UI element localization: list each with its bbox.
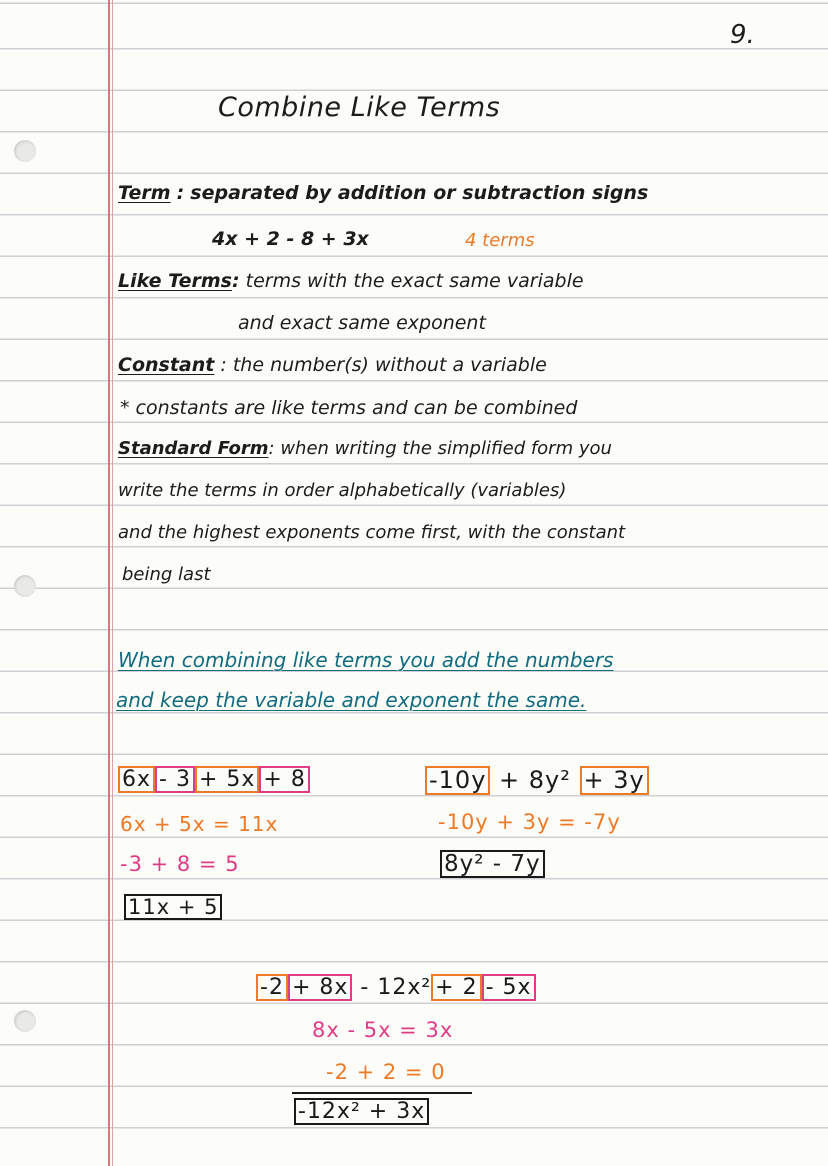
page-number: 9. (730, 20, 755, 50)
example-2-expression (425, 766, 649, 795)
example-1-step-1: 6x + 5x = 11x (120, 812, 279, 836)
example-2-term: -10y (425, 766, 490, 795)
example-1-answer (124, 894, 222, 920)
constant-label: Constant (118, 354, 215, 376)
example-1-step-2: -3 + 8 = 5 (120, 852, 240, 876)
rule-line-2: and keep the variable and exponent the same. (116, 688, 587, 712)
example-3-answer-box: -12x² + 3x (294, 1098, 429, 1125)
binder-hole (14, 575, 36, 597)
margin-line (108, 0, 110, 1166)
example-2-answer-box: 8y² - 7y (440, 850, 545, 878)
example-3-term: - 12x² (360, 975, 432, 1000)
example-3-term: + 2 (431, 974, 481, 1001)
standard-form-text-1: when writing the simplified form you (280, 438, 612, 459)
standard-form-colon: : (268, 438, 275, 459)
standard-form-label: Standard Form (118, 438, 269, 459)
example-2-answer (440, 850, 545, 878)
answer-divider-line (292, 1092, 472, 1094)
term-example: 4x + 2 - 8 + 3x (212, 228, 369, 250)
rule-line-1: When combining like terms you add the numbers (118, 648, 614, 672)
term-colon: : (176, 182, 185, 204)
binder-hole (14, 140, 36, 162)
example-2-term: + 8y² (499, 766, 571, 794)
example-1-term: + 5x (195, 766, 259, 793)
example-1-term: 6x (118, 766, 155, 793)
example-1-term: - 3 (155, 766, 195, 793)
example-3-term: -2 (256, 974, 288, 1001)
term-definition (118, 182, 648, 204)
like-terms-label: Like Terms (118, 270, 232, 292)
constant-text: the number(s) without a variable (232, 354, 547, 376)
example-3-term: - 5x (482, 974, 536, 1001)
standard-form-definition (118, 438, 612, 459)
example-1-expression (118, 766, 310, 793)
example-1-term: + 8 (259, 766, 309, 793)
term-label: Term (118, 182, 171, 204)
example-2-term: + 3y (580, 766, 649, 795)
margin-line-inner (112, 0, 113, 1166)
like-terms-colon: : (231, 270, 240, 292)
standard-form-text-3: and the highest exponents come first, with the constant (118, 522, 626, 543)
like-terms-definition (118, 270, 584, 292)
term-count: 4 terms (465, 230, 535, 251)
example-3-answer (294, 1098, 429, 1125)
constant-note: * constants are like terms and can be combined (120, 397, 578, 419)
example-2-step-1: -10y + 3y = -7y (438, 810, 621, 834)
example-1-answer-box: 11x + 5 (124, 894, 222, 920)
binder-hole (14, 1010, 36, 1032)
example-3-step-1: 8x - 5x = 3x (312, 1018, 454, 1042)
constant-colon: : (220, 354, 227, 376)
constant-definition (118, 354, 547, 376)
example-3-step-2: -2 + 2 = 0 (326, 1060, 446, 1084)
standard-form-text-2: write the terms in order alphabetically (variables) (118, 480, 567, 501)
example-3-term: + 8x (288, 974, 352, 1001)
like-terms-text-1: terms with the exact same variable (245, 270, 584, 292)
page-title: Combine Like Terms (218, 92, 501, 123)
standard-form-text-4: being last (122, 564, 211, 585)
term-text: separated by addition or subtraction signs (190, 182, 649, 204)
example-3-expression (256, 974, 536, 1001)
like-terms-text-2: and exact same exponent (238, 312, 486, 334)
